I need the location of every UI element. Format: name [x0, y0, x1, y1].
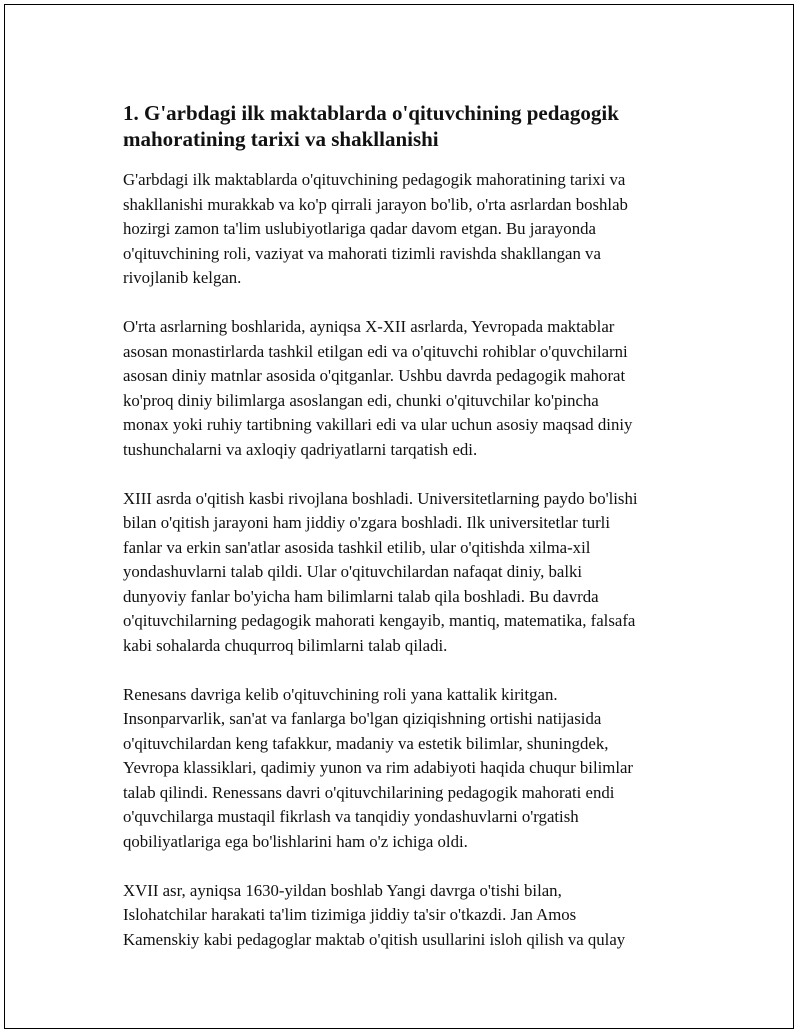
text-line: shakllanishi murakkab va ko'p qirrali jarayon bo'lib, o'rta asrlardan boshlab [123, 194, 628, 214]
text-line: yondashuvlarni talab qildi. Ular o'qituvchilardan nafaqat diniy, balki [123, 562, 583, 581]
text-line: o'qituvchilarning pedagogik mahorati kengayib, mantiq, matematika, falsafa [123, 611, 636, 630]
text-line: asosan monastirlarda tashkil etilgan edi va o'qituvchi rohiblar o'quvchilarni [123, 341, 628, 361]
paragraph-3 [123, 487, 698, 659]
text-line: monax yoki ruhiy tartibning vakillari edi va ular uchun asosiy maqsad diniy [123, 415, 633, 434]
text-line: Kamenskiy kabi pedagoglar maktab o'qitish usullarini isloh qilish va qulay [123, 929, 626, 949]
text-line: asosan diniy matnlar asosida o'qitganlar. Ushbu davrda pedagogik mahorat [123, 366, 626, 385]
text-line: G'arbdagi ilk maktablarda o'qituvchining pedagogik mahoratining tarixi va [123, 170, 626, 189]
text-line: talab qilindi. Renessans davri o'qituvchilarining pedagogik mahorati endi [123, 782, 615, 802]
text-line: fanlar va erkin san'atlar asosida tashkil etilib, ular o'qitishda xilma-xil [123, 537, 591, 557]
text-line: dunyoviy fanlar bo'yicha ham bilimlarni talab qila boshladi. Bu davrda [123, 586, 599, 606]
text-line: o'qituvchilardan keng tafakkur, madaniy va estetik bilimlar, shuningdek, [123, 733, 609, 753]
text-line: XIII asrda o'qitish kasbi rivojlana boshladi. Universitetlarning paydo bo'lishi [123, 488, 638, 508]
text-line: Renesans davriga kelib o'qituvchining roli yana kattalik kiritgan. [123, 684, 558, 704]
paragraph-5 [123, 879, 698, 953]
text-line: rivojlanib kelgan. [123, 268, 242, 287]
text-line: O'rta asrlarning boshlarida, ayniqsa X-XII asrlarda, Yevropada maktablar [123, 317, 615, 336]
paragraph-4 [123, 683, 698, 855]
text-line: o'quvchilarga mustaqil fikrlash va tanqidiy yondashuvlarni o'rgatish [123, 807, 579, 826]
paragraph-1 [123, 168, 698, 291]
text-line: Insonparvarlik, san'at va fanlarga bo'lgan qiziqishning ortishi natijasida [123, 709, 602, 728]
text-line: XVII asr, ayniqsa 1630-yildan boshlab Yangi davrga o'tishi bilan, [123, 880, 562, 900]
paragraph-2 [123, 315, 698, 462]
text-line: bilan o'qitish jarayoni ham jiddiy o'zgara boshladi. Ilk universitetlar turli [123, 513, 611, 532]
document-body [123, 100, 698, 977]
text-line: Yevropa klassiklari, qadimiy yunon va rim adabiyoti haqida chuqur bilimlar [123, 758, 634, 777]
title-line: mahoratining tarixi va shakllanishi [123, 127, 439, 151]
text-line: ko'proq diniy bilimlarga asoslangan edi, chunki o'qituvchilar ko'pincha [123, 390, 599, 410]
page-frame [4, 4, 794, 1029]
text-line: qobiliyatlariga ega bo'lishlarini ham o'z ichiga oldi. [123, 831, 468, 851]
text-line: Islohatchilar harakati ta'lim tizimiga jiddiy ta'sir o'tkazdi. Jan Amos [123, 905, 577, 924]
page-title [123, 100, 698, 152]
text-line: tushunchalarni va axloqiy qadriyatlarni tarqatish edi. [123, 439, 478, 459]
text-line: kabi sohalarda chuqurroq bilimlarni talab qiladi. [123, 635, 448, 655]
title-line: 1. G'arbdagi ilk maktablarda o'qituvchining pedagogik [123, 101, 619, 125]
text-line: hozirgi zamon ta'lim uslubiyotlariga qadar davom etgan. Bu jarayonda [123, 219, 596, 238]
text-line: o'qituvchining roli, vaziyat va mahorati tizimli ravishda shakllangan va [123, 243, 601, 263]
